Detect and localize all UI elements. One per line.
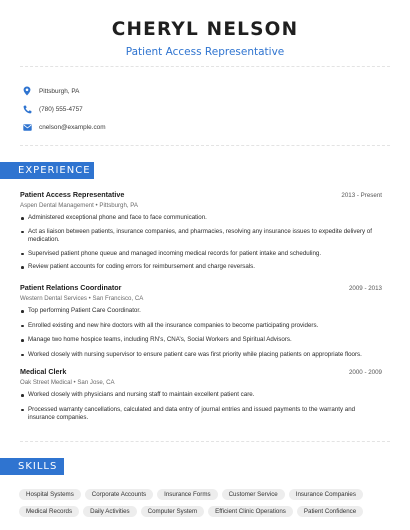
job-company-line: Aspen Dental Management • Pittsburgh, PA [20,202,138,209]
job-bullet: Review patient accounts for coding errors for reimbursement and charge reversals. [20,263,382,272]
job-bullets [20,214,382,272]
skill-chip: Insurance Companies [289,489,363,500]
skill-chip: Customer Service [222,489,285,500]
job-location: San Francisco, CA [92,295,144,302]
skill-chip: Medical Records [19,506,79,517]
candidate-name: CHERYL NELSON [111,19,299,40]
skills-list [19,489,391,517]
job-bullet: Act as liaison between patients, insurance companies, and pharmacies, resolving any insurance issues to expedite delivery of medication. [20,228,382,245]
divider [20,145,390,146]
experience-heading: EXPERIENCE [0,162,94,179]
skill-chip: Daily Activities [83,506,137,517]
location-pin-icon [21,85,33,97]
job-company-line: Oak Street Medical • San Jose, CA [20,379,115,386]
candidate-title: Patient Access Representative [125,46,285,58]
contact-email-text: cnelson@example.com [39,124,106,132]
job-dates: 2013 - Present [341,192,382,199]
job-bullet: Enrolled existing and new hire doctors with all the insurance companies to become participating providers. [20,322,382,331]
skill-chip: Computer System [141,506,205,517]
job-bullet: Processed warranty cancellations, calculated and data entry of journal entries and issued payments to the warranty and insurance companies. [20,406,382,423]
skill-chip: Efficient Clinic Operations [208,506,293,517]
job-bullet: Top performing Patient Care Coordinator. [20,307,382,316]
contact-phone [21,100,106,118]
divider [20,66,390,67]
skill-chip: Patient Confidence [297,506,363,517]
job-company: Aspen Dental Management [20,202,94,209]
phone-icon [21,103,33,115]
skill-chip: Corporate Accounts [85,489,153,500]
resume-header [0,0,410,59]
job-bullet: Administered exceptional phone and face to face communication. [20,214,382,223]
job-dates: 2009 - 2013 [348,285,382,292]
skill-chip: Insurance Forms [157,489,217,500]
job-bullet: Worked closely with physicians and nursing staff to maintain excellent patient care. [20,391,382,400]
job-entry [20,190,382,272]
job-entry [20,367,382,423]
job-bullets [20,307,382,359]
contact-phone-text: (780) 555-4757 [39,105,83,113]
divider [20,441,390,442]
job-bullet: Supervised patient phone queue and managed incoming medical records for patient intake and scheduling. [20,250,382,259]
job-entry [20,283,382,359]
job-title: Medical Clerk [20,367,67,376]
job-dates: 2000 - 2009 [348,369,382,376]
skill-chip: Hospital Systems [19,489,81,500]
email-icon [21,122,33,134]
job-company: Western Dental Services [20,295,87,302]
job-title: Patient Relations Coordinator [20,283,122,292]
job-company: Oak Street Medical [20,379,72,386]
contact-location [21,82,106,100]
job-title: Patient Access Representative [20,190,125,199]
job-location: Pittsburgh, PA [99,202,138,209]
job-bullet: Worked closely with nursing supervisor to ensure patient care was first priority while placing patients on appropriate floors. [20,351,382,360]
contact-list [21,82,106,137]
job-location: San Jose, CA [77,379,115,386]
job-bullet: Manage two home hospice teams, including RN’s, CNA’s, Social Workers and Spiritual Advisors. [20,336,382,345]
job-company-line: Western Dental Services • San Francisco, CA [20,295,144,302]
skills-heading: SKILLS [0,458,64,475]
contact-location-text: Pittsburgh, PA [39,87,80,95]
job-bullets [20,391,382,423]
contact-email [21,119,106,137]
